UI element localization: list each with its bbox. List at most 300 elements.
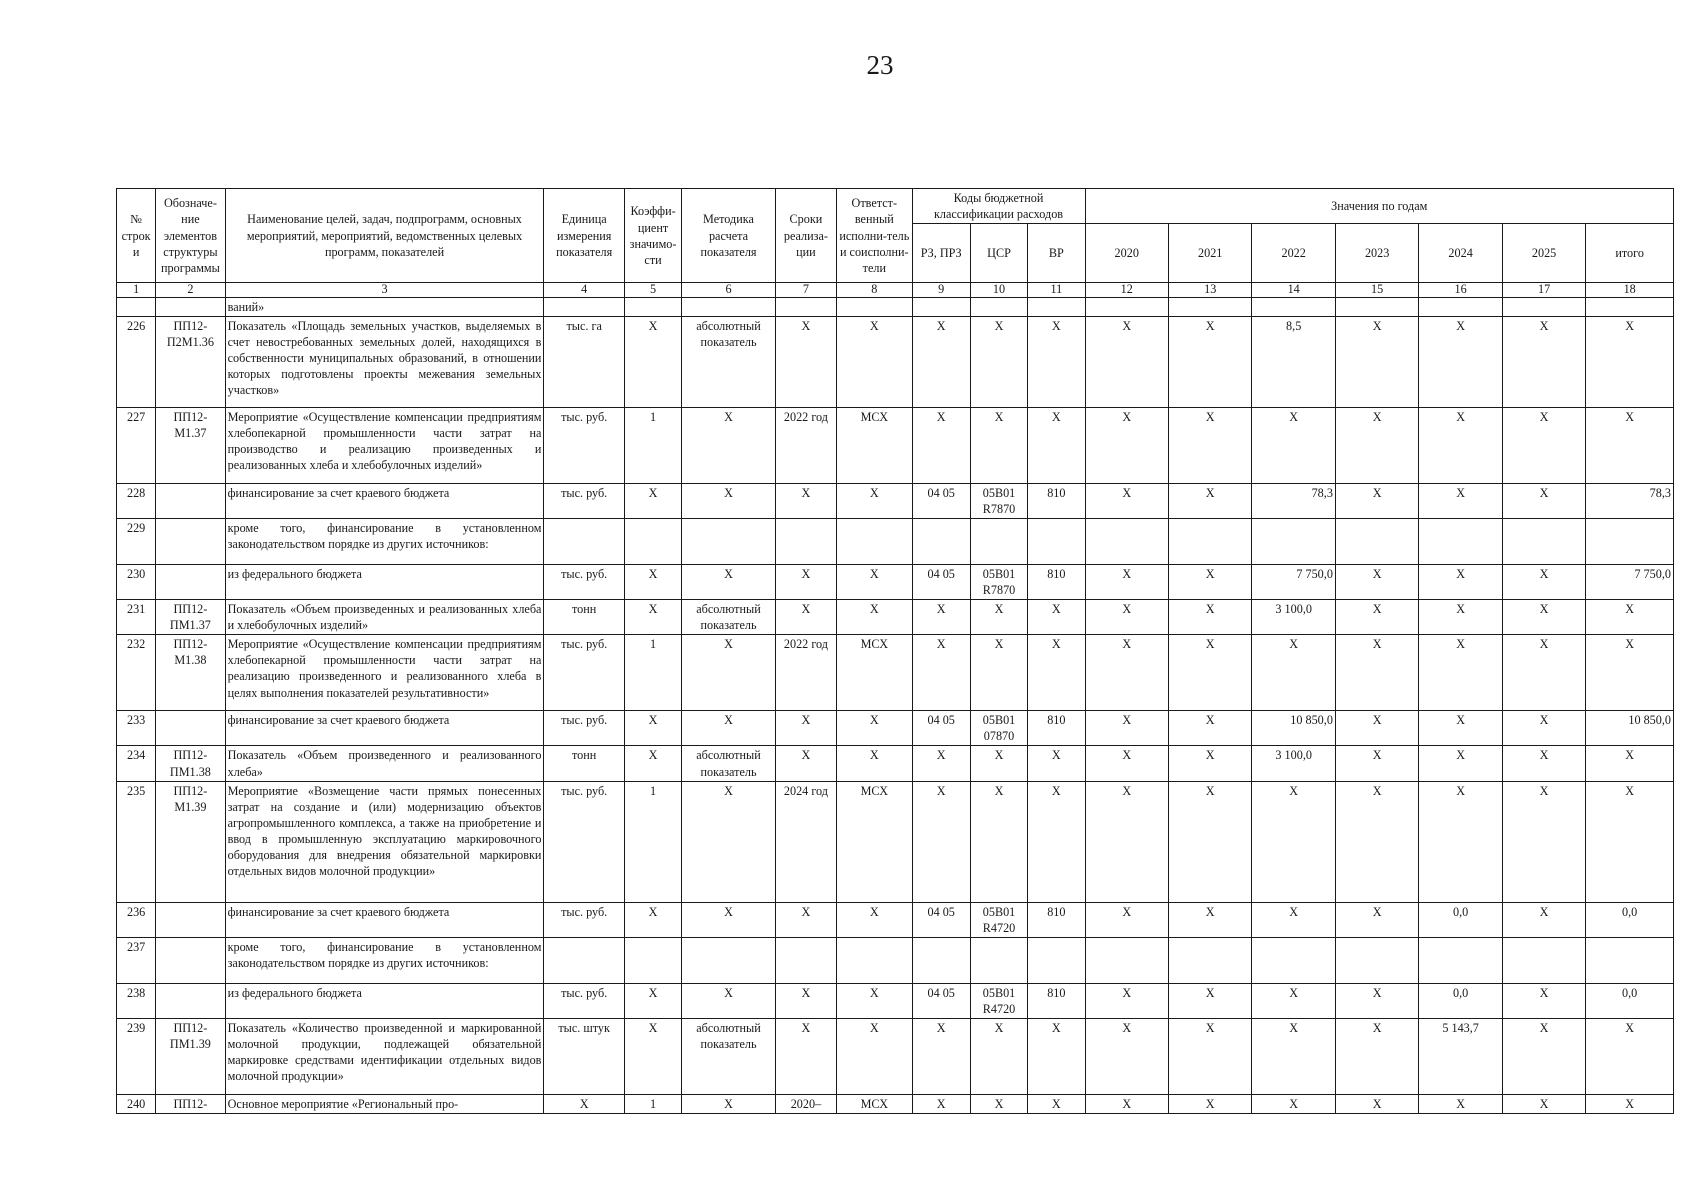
unit-cell: Х [544,1095,624,1114]
vr-cell: 810 [1028,983,1085,1018]
value-2023 [1335,297,1418,316]
value-2021: Х [1168,1019,1251,1095]
coefficient-cell: Х [624,600,681,635]
value-2025: Х [1502,407,1585,483]
unit-cell: тыс. руб. [544,781,624,902]
value-2022: Х [1252,781,1335,902]
table-row [117,316,1674,407]
value-2025: Х [1502,1095,1585,1114]
value-2024: Х [1419,711,1502,746]
value-2020: Х [1085,746,1168,781]
unit-cell: тыс. руб. [544,407,624,483]
value-2020: Х [1085,1095,1168,1114]
column-number: 5 [624,283,681,297]
value-2025: Х [1502,781,1585,902]
value-2025: Х [1502,746,1585,781]
value-2021: Х [1168,564,1251,599]
coefficient-cell: Х [624,564,681,599]
csr-cell: Х [970,1019,1027,1095]
value-2024: Х [1419,781,1502,902]
row-number: 228 [117,483,156,518]
coefficient-cell: 1 [624,635,681,711]
value-2023: Х [1335,600,1418,635]
method-cell [682,518,776,564]
csr-cell: Х [970,1095,1027,1114]
csr-cell: Х [970,407,1027,483]
responsible-cell: Х [837,711,912,746]
responsible-cell: Х [837,746,912,781]
method-cell: абсолютный показатель [682,746,776,781]
row-number: 229 [117,518,156,564]
method-cell: Х [682,781,776,902]
item-name: Основное мероприятие «Региональный про- [225,1095,544,1114]
item-name: из федерального бюджета [225,564,544,599]
term-cell: Х [775,600,836,635]
vr-cell: Х [1028,635,1085,711]
rz-prz-cell: Х [912,600,970,635]
method-cell [682,937,776,983]
table-row [117,564,1674,599]
value-total: Х [1586,1019,1674,1095]
term-cell: 2022 год [775,407,836,483]
column-number: 10 [970,283,1027,297]
value-2020 [1085,937,1168,983]
value-2025 [1502,297,1585,316]
term-cell: Х [775,483,836,518]
column-number: 12 [1085,283,1168,297]
value-2020 [1085,518,1168,564]
csr-cell: Х [970,600,1027,635]
value-2023: Х [1335,407,1418,483]
element-code: ПП12-П2М1.36 [156,316,225,407]
responsible-cell: Х [837,600,912,635]
column-number: 2 [156,283,225,297]
value-2023: Х [1335,711,1418,746]
row-number: 226 [117,316,156,407]
unit-cell: тыс. руб. [544,564,624,599]
method-cell: абсолютный показатель [682,1019,776,1095]
value-2024: Х [1419,407,1502,483]
value-2022: Х [1252,902,1335,937]
rz-prz-cell [912,518,970,564]
responsible-cell: Х [837,1019,912,1095]
value-total: Х [1586,635,1674,711]
method-cell: Х [682,1095,776,1114]
value-2023 [1335,518,1418,564]
csr-cell: Х [970,635,1027,711]
coefficient-cell: Х [624,1019,681,1095]
term-cell [775,518,836,564]
unit-cell: тыс. га [544,316,624,407]
value-2025: Х [1502,711,1585,746]
coefficient-cell: Х [624,711,681,746]
coefficient-cell [624,518,681,564]
value-2022: Х [1252,407,1335,483]
value-2023: Х [1335,983,1418,1018]
unit-cell [544,937,624,983]
value-2020: Х [1085,983,1168,1018]
header-name: Наименование целей, задач, подпрограмм, основных мероприятий, мероприятий, ведомственных целевых программ, показателей [225,189,544,283]
vr-cell [1028,518,1085,564]
responsible-cell: Х [837,983,912,1018]
value-2025: Х [1502,1019,1585,1095]
header-vr: ВР [1028,224,1085,283]
item-name: Мероприятие «Осуществление компенсации предприятиям хлебопекарной промышленности части затрат на производство и реализацию произведенных и реализованных хлеба и хлебобулочных изделий» [225,407,544,483]
value-2023: Х [1335,746,1418,781]
table-body [117,297,1674,1114]
element-code: ПП12-М1.39 [156,781,225,902]
column-number: 6 [682,283,776,297]
value-2025: Х [1502,635,1585,711]
row-number: 237 [117,937,156,983]
column-number: 18 [1586,283,1674,297]
value-2025: Х [1502,983,1585,1018]
value-2023: Х [1335,316,1418,407]
item-name: кроме того, финансирование в установленном законодательством порядке из других источников: [225,518,544,564]
value-2022: Х [1252,983,1335,1018]
rz-prz-cell: 04 05 [912,983,970,1018]
value-2023: Х [1335,1019,1418,1095]
coefficient-cell [624,297,681,316]
value-total: Х [1586,1095,1674,1114]
coefficient-cell: 1 [624,407,681,483]
unit-cell: тыс. руб. [544,983,624,1018]
value-2024: Х [1419,316,1502,407]
table-row [117,902,1674,937]
value-2024: 0,0 [1419,902,1502,937]
value-2024: 0,0 [1419,983,1502,1018]
value-2024: Х [1419,635,1502,711]
table-row [117,781,1674,902]
value-2025: Х [1502,902,1585,937]
item-name: Показатель «Объем произведенных и реализованных хлеба и хлебобулочных изделий» [225,600,544,635]
term-cell: Х [775,1019,836,1095]
header-year-2020: 2020 [1085,224,1168,283]
item-name: Показатель «Количество произведенной и маркированной молочной продукции, подлежащей обязательной маркировке средствами идентификации отдельных видов молочной продукции» [225,1019,544,1095]
value-2021 [1168,518,1251,564]
table-row [117,600,1674,635]
value-total [1586,937,1674,983]
value-2021: Х [1168,781,1251,902]
header-year-2024: 2024 [1419,224,1502,283]
coefficient-cell: 1 [624,781,681,902]
method-cell: Х [682,483,776,518]
column-number: 8 [837,283,912,297]
value-2024: Х [1419,483,1502,518]
value-total: Х [1586,781,1674,902]
rz-prz-cell: Х [912,746,970,781]
value-2020: Х [1085,407,1168,483]
value-total: Х [1586,746,1674,781]
table-row [117,746,1674,781]
responsible-cell: Х [837,902,912,937]
method-cell: Х [682,711,776,746]
row-number: 235 [117,781,156,902]
value-2024 [1419,518,1502,564]
row-number: 239 [117,1019,156,1095]
header-unit: Единица измерения показателя [544,189,624,283]
value-2020 [1085,297,1168,316]
value-2024 [1419,297,1502,316]
header-year-2021: 2021 [1168,224,1251,283]
item-name: Мероприятие «Возмещение части прямых понесенных затрат на создание и (или) модернизацию объектов агропромышленного комплекса, а также на приобретение и ввод в промышленную эксплуатацию маркировочного оборудования для внедрения обязательной маркировки отдельных видов молочной продукции» [225,781,544,902]
value-2021: Х [1168,983,1251,1018]
value-2020: Х [1085,483,1168,518]
value-2022 [1252,518,1335,564]
value-2020: Х [1085,316,1168,407]
value-2023: Х [1335,1095,1418,1114]
responsible-cell: МСХ [837,407,912,483]
responsible-cell: Х [837,483,912,518]
value-2024: 5 143,7 [1419,1019,1502,1095]
value-2023 [1335,937,1418,983]
unit-cell [544,297,624,316]
value-2023: Х [1335,635,1418,711]
element-code [156,937,225,983]
vr-cell: Х [1028,600,1085,635]
header-year-values: Значения по годам [1085,189,1674,224]
value-2023: Х [1335,564,1418,599]
csr-cell [970,937,1027,983]
column-number: 7 [775,283,836,297]
budget-table [116,188,1674,1114]
value-2022: Х [1252,635,1335,711]
column-number: 3 [225,283,544,297]
column-number: 15 [1335,283,1418,297]
value-2020: Х [1085,781,1168,902]
value-2024: Х [1419,746,1502,781]
term-cell: 2022 год [775,635,836,711]
item-name: Мероприятие «Осуществление компенсации предприятиям хлебопекарной промышленности части затрат на реализацию произведенного и реализованного хлеба в целях выполнения показателей результативности» [225,635,544,711]
column-number: 4 [544,283,624,297]
csr-cell: 05В01 R4720 [970,983,1027,1018]
element-code: ПП12-ПМ1.37 [156,600,225,635]
value-total: Х [1586,407,1674,483]
value-2022: Х [1252,1095,1335,1114]
unit-cell: тыс. руб. [544,902,624,937]
rz-prz-cell: 04 05 [912,902,970,937]
table-header [117,189,1674,298]
item-name: Показатель «Площадь земельных участков, выделяемых в счет невостребованных земельных долей, находящихся в собственности муниципальных образований, в отношении которых подготовлены проекты межевания земельных участков» [225,316,544,407]
value-2021: Х [1168,407,1251,483]
value-2020: Х [1085,635,1168,711]
unit-cell: тыс. руб. [544,483,624,518]
column-number: 11 [1028,283,1085,297]
table-row [117,711,1674,746]
header-method: Методика расчета показателя [682,189,776,283]
item-name: Показатель «Объем произведенного и реализованного хлеба» [225,746,544,781]
element-code: ПП12-ПМ1.39 [156,1019,225,1095]
element-code [156,902,225,937]
term-cell: 2024 год [775,781,836,902]
value-2022: 8,5 [1252,316,1335,407]
value-2020: Х [1085,564,1168,599]
csr-cell: Х [970,316,1027,407]
column-number: 14 [1252,283,1335,297]
term-cell: Х [775,316,836,407]
value-2022 [1252,937,1335,983]
responsible-cell [837,297,912,316]
item-name: финансирование за счет краевого бюджета [225,483,544,518]
unit-cell: тыс. штук [544,1019,624,1095]
rz-prz-cell: 04 05 [912,711,970,746]
value-2022 [1252,297,1335,316]
value-2021: Х [1168,600,1251,635]
term-cell: 2020– [775,1095,836,1114]
element-code [156,518,225,564]
value-2020: Х [1085,1019,1168,1095]
responsible-cell: МСХ [837,781,912,902]
value-total: 0,0 [1586,983,1674,1018]
unit-cell: тонн [544,746,624,781]
element-code: ПП12-ПМ1.38 [156,746,225,781]
responsible-cell: Х [837,316,912,407]
rz-prz-cell: 04 05 [912,564,970,599]
method-cell: абсолютный показатель [682,600,776,635]
rz-prz-cell: 04 05 [912,483,970,518]
value-2025 [1502,518,1585,564]
value-2025: Х [1502,316,1585,407]
item-name: финансирование за счет краевого бюджета [225,711,544,746]
header-csr: ЦСР [970,224,1027,283]
vr-cell: 810 [1028,711,1085,746]
page-number: 23 [866,50,894,80]
row-number: 234 [117,746,156,781]
table-row [117,1019,1674,1095]
element-code [156,711,225,746]
method-cell: Х [682,902,776,937]
element-code: ПП12- [156,1095,225,1114]
value-2025: Х [1502,483,1585,518]
element-code [156,297,225,316]
vr-cell: Х [1028,1095,1085,1114]
unit-cell: тыс. руб. [544,635,624,711]
header-year-2022: 2022 [1252,224,1335,283]
value-2021: Х [1168,316,1251,407]
element-code [156,564,225,599]
value-2023: Х [1335,902,1418,937]
csr-cell: Х [970,746,1027,781]
value-2021 [1168,937,1251,983]
responsible-cell: Х [837,564,912,599]
header-budget-codes: Коды бюджетной классификации расходов [912,189,1085,224]
term-cell [775,297,836,316]
rz-prz-cell [912,297,970,316]
value-2023: Х [1335,781,1418,902]
table-row [117,635,1674,711]
vr-cell: 810 [1028,483,1085,518]
row-number: 227 [117,407,156,483]
row-number: 236 [117,902,156,937]
unit-cell [544,518,624,564]
value-2020: Х [1085,711,1168,746]
value-2025: Х [1502,600,1585,635]
value-2021: Х [1168,483,1251,518]
rz-prz-cell: Х [912,316,970,407]
responsible-cell: МСХ [837,1095,912,1114]
header-rz-prz: РЗ, ПРЗ [912,224,970,283]
value-total: 10 850,0 [1586,711,1674,746]
item-name: кроме того, финансирование в установленном законодательством порядке из других источников: [225,937,544,983]
coefficient-cell: Х [624,746,681,781]
value-2021: Х [1168,635,1251,711]
element-code: ПП12-М1.38 [156,635,225,711]
table-row [117,518,1674,564]
rz-prz-cell [912,937,970,983]
value-2020: Х [1085,902,1168,937]
value-2021: Х [1168,1095,1251,1114]
csr-cell: Х [970,781,1027,902]
term-cell: Х [775,902,836,937]
rz-prz-cell: Х [912,635,970,711]
value-2022: 78,3 [1252,483,1335,518]
header-year-2025: 2025 [1502,224,1585,283]
coefficient-cell: Х [624,983,681,1018]
coefficient-cell: Х [624,483,681,518]
vr-cell: 810 [1028,902,1085,937]
value-2022: 7 750,0 [1252,564,1335,599]
method-cell [682,297,776,316]
vr-cell: Х [1028,1019,1085,1095]
row-number: 233 [117,711,156,746]
unit-cell: тыс. руб. [544,711,624,746]
term-cell [775,937,836,983]
header-element-code: Обозначе-ние элементов структуры программы [156,189,225,283]
row-number [117,297,156,316]
vr-cell: Х [1028,407,1085,483]
item-name: финансирование за счет краевого бюджета [225,902,544,937]
table-row [117,1095,1674,1114]
element-code [156,483,225,518]
term-cell: Х [775,983,836,1018]
value-total: 0,0 [1586,902,1674,937]
rz-prz-cell: Х [912,1019,970,1095]
term-cell: Х [775,564,836,599]
csr-cell: 05В01 R4720 [970,902,1027,937]
rz-prz-cell: Х [912,1095,970,1114]
value-2023: Х [1335,483,1418,518]
coefficient-cell: Х [624,316,681,407]
table-row [117,937,1674,983]
csr-cell [970,518,1027,564]
value-2024 [1419,937,1502,983]
row-number: 238 [117,983,156,1018]
table-row [117,407,1674,483]
column-number: 17 [1502,283,1585,297]
csr-cell: 05В01 R7870 [970,483,1027,518]
value-total: Х [1586,600,1674,635]
value-total: Х [1586,316,1674,407]
column-number: 13 [1168,283,1251,297]
table-row [117,983,1674,1018]
value-2021: Х [1168,746,1251,781]
rz-prz-cell: Х [912,781,970,902]
value-2022: 3 100,0 [1252,746,1335,781]
method-cell: абсолютный показатель [682,316,776,407]
method-cell: Х [682,635,776,711]
item-name: ваний» [225,297,544,316]
column-number: 9 [912,283,970,297]
column-number: 16 [1419,283,1502,297]
value-2025: Х [1502,564,1585,599]
column-number-row [117,283,1674,297]
item-name: из федерального бюджета [225,983,544,1018]
vr-cell: Х [1028,316,1085,407]
row-number: 230 [117,564,156,599]
row-number: 231 [117,600,156,635]
value-total [1586,297,1674,316]
csr-cell: 05В01 07870 [970,711,1027,746]
